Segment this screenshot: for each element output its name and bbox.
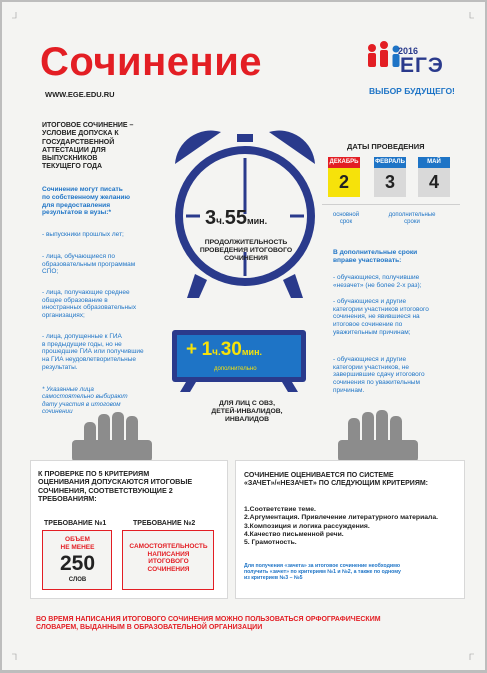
main-term-label: основной срок [332,212,360,226]
logo-slogan: ВЫБОР БУДУЩЕГО! [369,86,455,96]
crop-mark-bottom-left [12,650,22,660]
calendar-february: ФЕВРАЛЬ 3 [374,157,406,197]
extra-time-caption: ДЛЯ ЛИЦ С ОВЗ, ДЕТЕЙ-ИНВАЛИДОВ, ИНВАЛИДОВ [211,400,283,424]
requirement-2-text: САМОСТОЯТЕЛЬНОСТЬ НАПИСАНИЯ ИТОГОВОГО СОЧИНЕНИЯ [129,543,208,573]
extra-time-label: дополнительно [214,366,257,372]
criteria-item: 4.Качество письменной речи. [244,530,344,538]
extra-time-value: + 1ч.30мин. [186,339,263,360]
poster-sheet [2,2,485,670]
who-item-3: - лица, получающие среднее общее образование в иностранных образовательных организациях; [42,289,137,319]
criteria-item: 3.Композиция и логика рассуждения. [244,522,370,530]
crop-mark-top-left [12,12,22,22]
requirement-1-text: ОБЪЕМ НЕ МЕНЕЕ [60,536,95,551]
extra-item-3: - обучающиеся и другие категории участников, не завершившие сдачу итогового сочинения по уважительным причинам. [333,356,425,394]
extra-terms-label: дополнительные сроки [388,212,436,226]
criteria-item: 5. Грамотность. [244,539,297,547]
intro-text: ИТОГОВОЕ СОЧИНЕНИЕ – УСЛОВИЕ ДОПУСКА К ГОСУДАРСТВЕННОЙ АТТЕСТАЦИИ ДЛЯ ВЫПУСКНИКОВ ТЕКУЩЕГО ГОДА [42,122,134,171]
calendar-may: МАЙ 4 [418,157,450,197]
requirement-1-unit: СЛОВ [68,577,87,583]
who-item-4: - лица, допущенные к ГИА в предыдущие годы, но не прошедшие ГИА или получившие на ГИА неудовлетворительные результаты. [42,333,144,371]
extra-item-2: - обучающиеся и другие категории участников итогового сочинения, не явившиеся на итоговое сочинение по уважительным причинам; [333,298,429,336]
page-title: Сочинение [40,40,263,84]
dates-divider [322,204,460,205]
extra-item-1: - обучающиеся, получившие «незачет» (не более 2-х раз); [333,274,422,289]
hand-right-icon [322,410,432,462]
dates-heading: ДАТЫ ПРОВЕДЕНИЯ [347,142,425,151]
site-url: WWW.EGE.EDU.RU [45,90,115,99]
requirement-1-label: ТРЕБОВАНИЕ №1 [44,520,107,527]
who-item-2: - лица, обучающиеся по образовательным программам СПО; [42,253,136,276]
crop-mark-bottom-right [464,650,474,660]
duration-value: 3ч.55мин. [205,207,268,229]
criteria-heading: СОЧИНЕНИЕ ОЦЕНИВАЕТСЯ ПО СИСТЕМЕ «ЗАЧЕТ»/«НЕЗАЧЕТ» ПО СЛЕДУЮЩИМ КРИТЕРИЯМ: [244,472,429,488]
criteria-item: 2.Аргументация. Привлечение литературного материала. [244,514,439,522]
hand-left-icon [62,412,172,462]
requirements-heading: К ПРОВЕРКЕ ПО 5 КРИТЕРИЯМ ОЦЕНИВАНИЯ ДОПУСКАЮТСЯ ИТОГОВЫЕ СОЧИНЕНИЯ, СООТВЕТСТВУЮЩИЕ 2 ТРЕБОВАНИЯМ: [38,469,193,504]
criteria-note: Для получения «зачета» за итоговое сочинение необходимо получить «зачет» по критериям №1 и №2, а также по одному из критериев №3 – №5 [244,563,401,582]
who-item-1: - выпускники прошлых лет; [42,231,124,238]
logo-text: ЕГЭ [400,54,444,77]
duration-caption: ПРОДОЛЖИТЕЛЬНОСТЬ ПРОВЕДЕНИЯ ИТОГОВОГО СОЧИНЕНИЯ [199,239,293,263]
extra-terms-heading: В дополнительные сроки вправе участвовать: [333,249,418,264]
requirement-1-number: 250 [59,552,96,575]
footer-note: ВО ВРЕМЯ НАПИСАНИЯ ИТОГОВОГО СОЧИНЕНИЯ МОЖНО ПОЛЬЗОВАТЬСЯ ОРФОГРАФИЧЕСКИМ СЛОВАРЕМ, ВЫДАННЫМ В ОБРАЗОВАТЕЛЬНОЙ ОРГАНИЗАЦИИ [36,616,381,632]
footnote: * Указанные лица самостоятельно выбирают дату участия в итоговом сочинении [42,386,128,416]
crop-mark-top-right [464,12,474,22]
calendar-december: ДЕКАБРЬ 2 [328,157,360,197]
criteria-list [244,506,438,547]
logo-year: 2016 [398,46,419,56]
requirement-2-label: ТРЕБОВАНИЕ №2 [133,520,196,527]
criteria-item: 1.Соответствие теме. [244,506,316,513]
who-heading: Сочинение могут писать по собственному желанию для предоставления результатов в вузы:* [42,186,131,217]
